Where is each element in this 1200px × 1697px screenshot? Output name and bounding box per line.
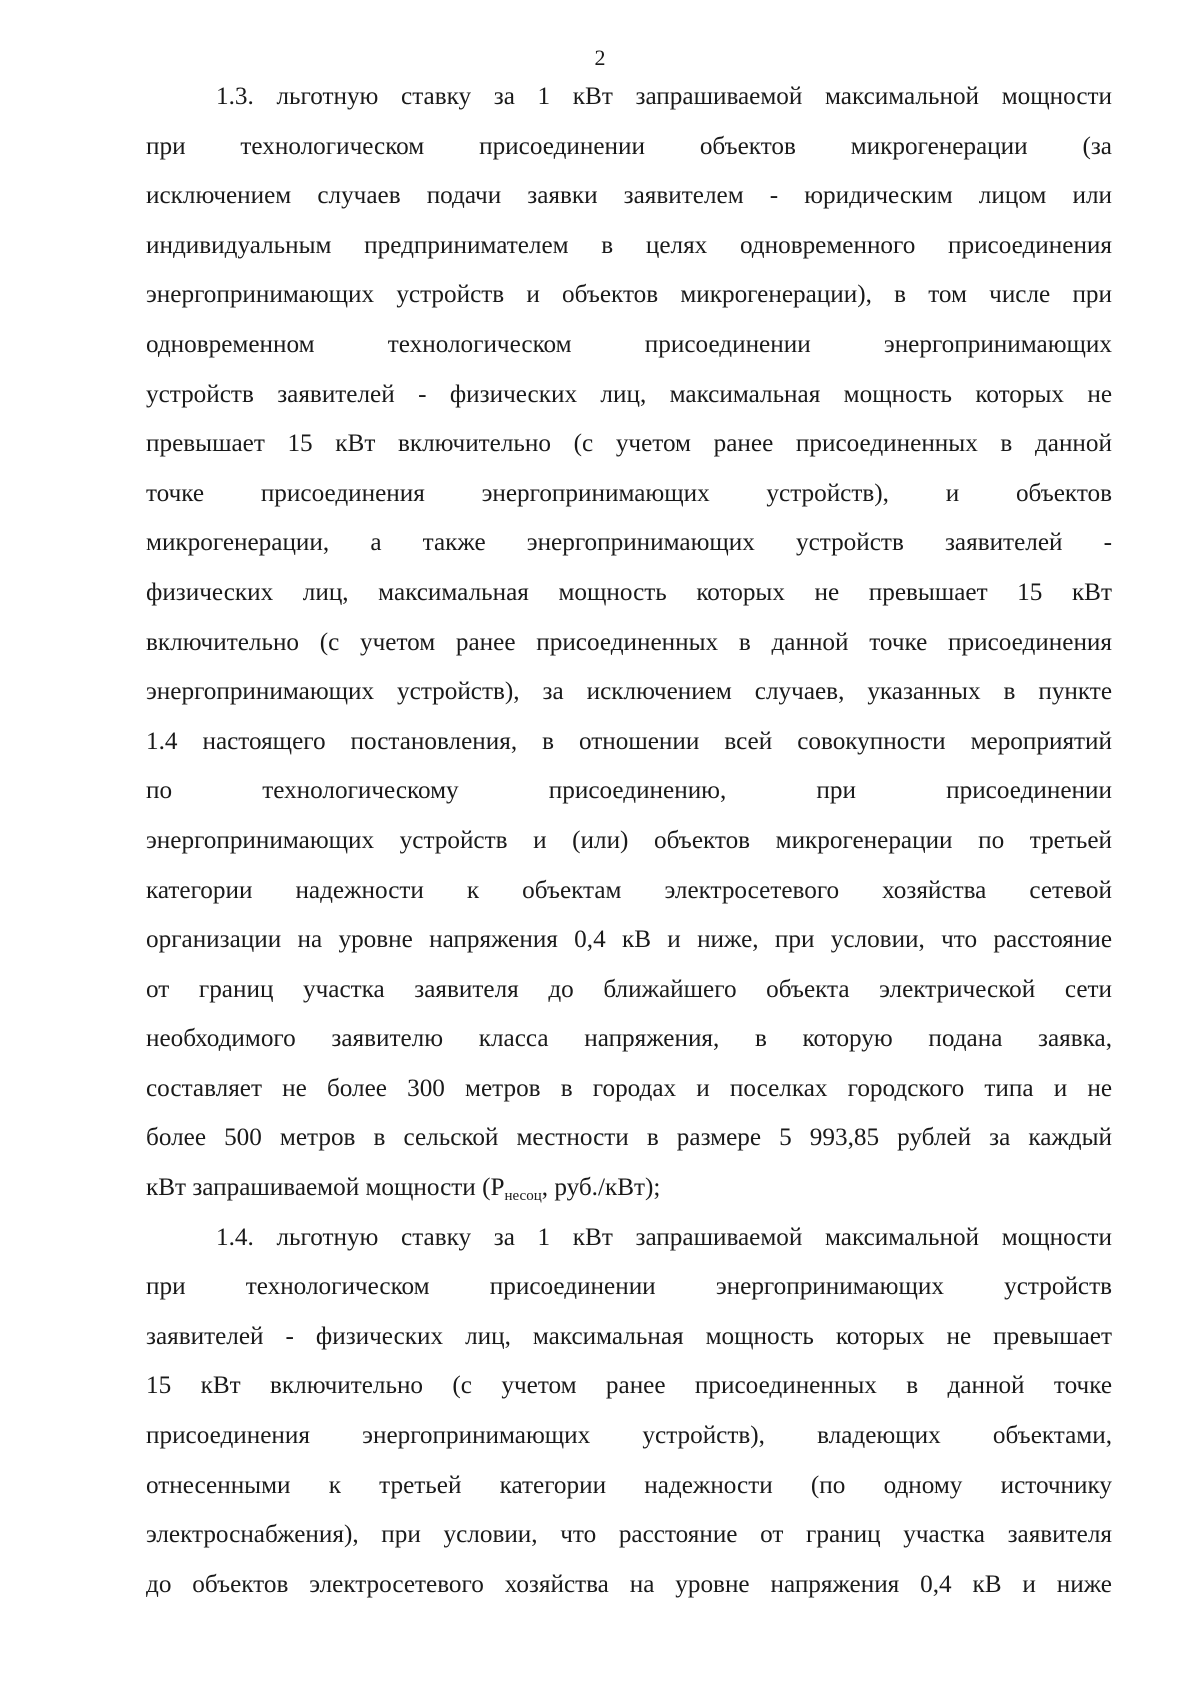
text-line: 15 кВт включительно (с учетом ранее присоединенных в данной точке — [146, 1372, 1112, 1400]
text-line: отнесенными к третьей категории надежности (по одному источнику — [146, 1471, 1112, 1499]
text-line: превышает 15 кВт включительно (с учетом ранее присоединенных в данной — [146, 430, 1112, 458]
text-line: присоединения энергопринимающих устройств), владеющих объектами, — [146, 1422, 1112, 1450]
text-line: энергопринимающих устройств и объектов микрогенерации), в том числе при — [146, 281, 1112, 309]
text-line: устройств заявителей - физических лиц, максимальная мощность которых не — [146, 380, 1112, 408]
text-line: электроснабжения), при условии, что расстояние от границ участка заявителя — [146, 1521, 1112, 1549]
text-line: точке присоединения энергопринимающих устройств), и объектов — [146, 479, 1112, 507]
text-line: 1.3. льготную ставку за 1 кВт запрашиваемой максимальной мощности — [216, 83, 1112, 110]
text-line: микрогенерации, а также энергопринимающих устройств заявителей - — [146, 529, 1112, 557]
text-line: одновременном технологическом присоединении энергопринимающих — [146, 330, 1112, 358]
text-line: от границ участка заявителя до ближайшего объекта электрической сети — [146, 975, 1112, 1003]
text-line: индивидуальным предпринимателем в целях одновременного присоединения — [146, 231, 1112, 259]
text-line: организации на уровне напряжения 0,4 кВ и ниже, при условии, что расстояние — [146, 926, 1112, 954]
final-line-unit: , руб./кВт); — [541, 1174, 661, 1202]
paragraph-1-4 — [146, 1213, 1112, 1610]
text-line: при технологическом присоединении энергопринимающих устройств — [146, 1273, 1112, 1301]
final-line-text: кВт запрашиваемой мощности (Р — [146, 1174, 505, 1202]
document-body — [146, 72, 1112, 1609]
text-line: 1.4. льготную ставку за 1 кВт запрашиваемой максимальной мощности — [216, 1223, 1112, 1251]
text-line: при технологическом присоединении объектов микрогенерации (за — [146, 132, 1112, 160]
text-line: физических лиц, максимальная мощность которых не превышает 15 кВт — [146, 578, 1112, 606]
text-line: исключением случаев подачи заявки заявителем - юридическим лицом или — [146, 182, 1112, 210]
text-line: необходимого заявителю класса напряжения, в которую подана заявка, — [146, 1025, 1112, 1053]
paragraph-1-3 — [146, 72, 1112, 1213]
text-line-final — [146, 1163, 1112, 1213]
subscript-label: несоц — [504, 1188, 542, 1205]
text-line: по технологическому присоединению, при присоединении — [146, 777, 1112, 805]
text-line: до объектов электросетевого хозяйства на уровне напряжения 0,4 кВ и ниже — [146, 1570, 1112, 1598]
text-line: энергопринимающих устройств и (или) объектов микрогенерации по третьей — [146, 826, 1112, 854]
text-line: 1.4 настоящего постановления, в отношении всей совокупности мероприятий — [146, 727, 1112, 755]
text-line: более 500 метров в сельской местности в размере 5 993,85 рублей за каждый — [146, 1124, 1112, 1152]
text-line: включительно (с учетом ранее присоединенных в данной точке присоединения — [146, 628, 1112, 656]
text-line: заявителей - физических лиц, максимальная мощность которых не превышает — [146, 1322, 1112, 1350]
text-line: категории надежности к объектам электросетевого хозяйства сетевой — [146, 876, 1112, 904]
text-line: энергопринимающих устройств), за исключением случаев, указанных в пункте — [146, 678, 1112, 706]
text-line: составляет не более 300 метров в городах и поселках городского типа и не — [146, 1074, 1112, 1102]
page-number: 2 — [594, 45, 606, 70]
